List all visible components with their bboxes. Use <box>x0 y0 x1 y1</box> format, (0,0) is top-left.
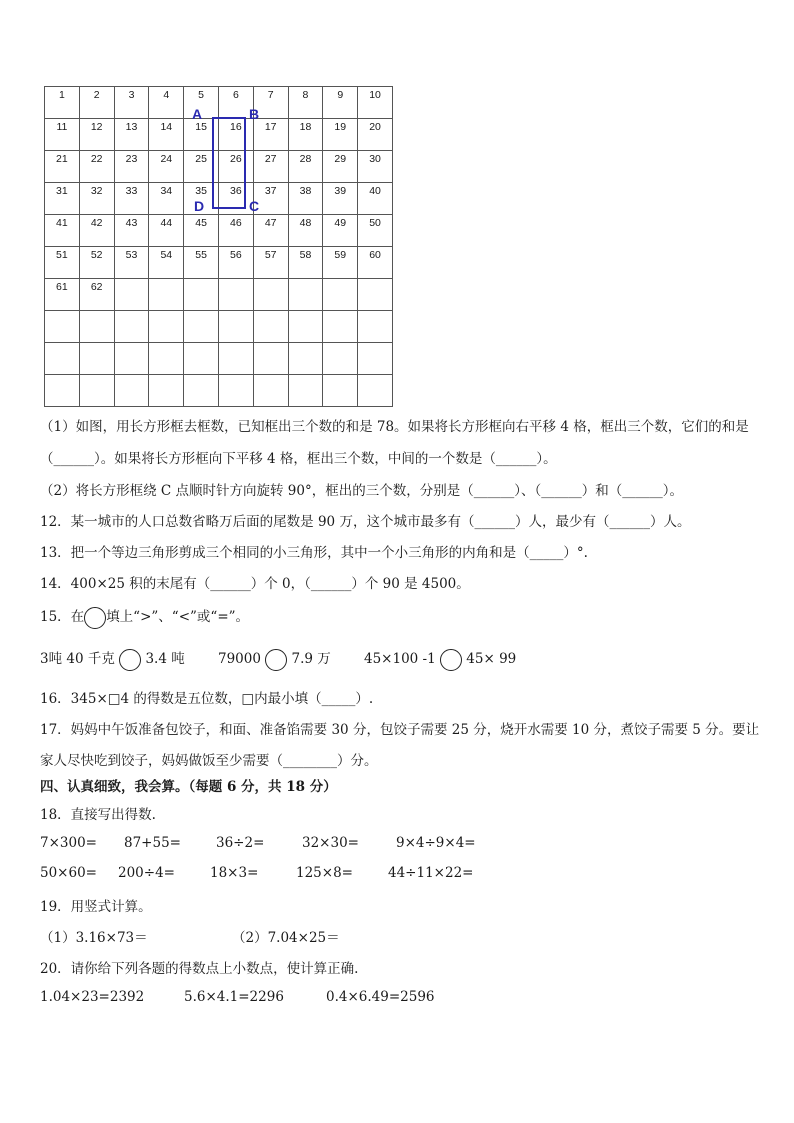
grid-cell <box>358 343 393 375</box>
grid-cell: 58 <box>288 247 323 279</box>
grid-cell <box>323 279 358 311</box>
decimal-item: 5.6×4.1=2296 <box>184 989 284 1005</box>
grid-cell: 25 <box>184 151 219 183</box>
grid-cell <box>45 375 80 407</box>
grid-cell <box>79 375 114 407</box>
grid-cell: 8 <box>288 87 323 119</box>
grid-cell: 56 <box>218 247 253 279</box>
grid-row <box>45 343 393 375</box>
corner-label-b: B <box>249 106 260 122</box>
q11-part2: （2）将长方形框绕 C 点顺时针方向旋转 90°，框出的三个数，分别是（______）、（______）和（______）。 <box>40 483 683 499</box>
grid-cell <box>218 343 253 375</box>
comparison-item <box>364 646 516 672</box>
grid-cell: 40 <box>358 183 393 215</box>
grid-cell <box>149 311 184 343</box>
grid-cell: 15 <box>184 119 219 151</box>
grid-cell: 33 <box>114 183 149 215</box>
grid-cell: 29 <box>323 151 358 183</box>
grid-cell <box>323 343 358 375</box>
decimal-item: 0.4×6.49=2596 <box>326 989 435 1005</box>
grid-cell <box>114 279 149 311</box>
grid-cell: 31 <box>45 183 80 215</box>
grid-cell <box>323 375 358 407</box>
vertical-calc-item: （1）3.16×73＝ <box>40 930 148 946</box>
grid-cell: 6 <box>218 87 253 119</box>
grid-cell <box>358 279 393 311</box>
corner-label-d: D <box>194 198 205 214</box>
grid-cell <box>358 311 393 343</box>
grid-cell: 11 <box>45 119 80 151</box>
calc-item: 125×8= <box>296 865 353 881</box>
comparison-item <box>218 646 331 672</box>
grid-cell: 19 <box>323 119 358 151</box>
grid-cell: 38 <box>288 183 323 215</box>
comparison-item <box>40 646 185 672</box>
q17-line1: 17．妈妈中午饭准备包饺子，和面、准备馅需要 30 分，包饺子需要 25 分，烧开水需要 10 分，煮饺子需要 5 分。要让 <box>40 722 760 738</box>
grid-cell <box>184 311 219 343</box>
grid-cell: 59 <box>323 247 358 279</box>
grid-cell <box>288 375 323 407</box>
rectangle-frame <box>212 117 246 209</box>
grid-cell <box>253 343 288 375</box>
grid-cell: 53 <box>114 247 149 279</box>
grid-cell: 44 <box>149 215 184 247</box>
comparison-left: 3吨 40 千克 <box>40 651 115 667</box>
number-grid <box>44 86 382 396</box>
grid-cell: 62 <box>79 279 114 311</box>
grid-cell <box>79 343 114 375</box>
grid-cell <box>149 279 184 311</box>
comparison-right: 3.4 吨 <box>145 651 185 667</box>
q15-suffix: 填上“>”、“<”或“=”。 <box>106 609 250 625</box>
grid-row <box>45 247 393 279</box>
question-14: 14．400×25 积的末尾有（______）个 0，（______）个 90 是 4500。 <box>40 576 470 592</box>
calc-item: 36÷2= <box>216 835 265 851</box>
grid-cell: 21 <box>45 151 80 183</box>
grid-row <box>45 279 393 311</box>
grid-cell <box>45 311 80 343</box>
grid-cell: 35 <box>184 183 219 215</box>
grid-cell: 37 <box>253 183 288 215</box>
grid-cell: 26 <box>218 151 253 183</box>
q11-part1-line1: （1）如图，用长方形框去框数，已知框出三个数的和是 78。如果将长方形框向右平移 4 格，框出三个数，它们的和是 <box>40 419 749 435</box>
grid-cell: 23 <box>114 151 149 183</box>
grid-cell: 32 <box>79 183 114 215</box>
calc-item: 44÷11×22= <box>388 865 474 881</box>
corner-label-c: C <box>249 198 260 214</box>
grid-cell <box>45 343 80 375</box>
q19-title: 19．用竖式计算。 <box>40 899 152 915</box>
comparison-right: 45× 99 <box>466 651 517 667</box>
q17-line2: 家人尽快吃到饺子，妈妈做饭至少需要（________）分。 <box>40 753 378 769</box>
grid-cell <box>288 279 323 311</box>
grid-cell <box>79 311 114 343</box>
question-12: 12．某一城市的人口总数省略万后面的尾数是 90 万，这个城市最多有（______）人，最少有（______）人。 <box>40 514 691 530</box>
grid-cell: 52 <box>79 247 114 279</box>
grid-cell: 49 <box>323 215 358 247</box>
grid-cell <box>184 375 219 407</box>
grid-row <box>45 87 393 119</box>
grid-cell: 57 <box>253 247 288 279</box>
section-4-heading: 四、认真细致，我会算。（每题 6 分，共 18 分） <box>40 779 337 795</box>
grid-cell: 47 <box>253 215 288 247</box>
comparison-circle-icon <box>84 607 106 629</box>
grid-row <box>45 215 393 247</box>
comparison-left: 45×100 -1 <box>364 651 436 667</box>
grid-cell <box>253 311 288 343</box>
grid-cell: 24 <box>149 151 184 183</box>
grid-cell: 48 <box>288 215 323 247</box>
question-13: 13．把一个等边三角形剪成三个相同的小三角形，其中一个小三角形的内角和是（_____）°. <box>40 545 588 561</box>
grid-cell: 39 <box>323 183 358 215</box>
grid-cell: 34 <box>149 183 184 215</box>
comparison-right: 7.9 万 <box>291 651 331 667</box>
comparison-left: 79000 <box>218 651 261 667</box>
grid-cell: 46 <box>218 215 253 247</box>
grid-cell: 54 <box>149 247 184 279</box>
grid-cell: 20 <box>358 119 393 151</box>
grid-cell <box>288 343 323 375</box>
grid-cell: 51 <box>45 247 80 279</box>
grid-cell: 55 <box>184 247 219 279</box>
grid-cell: 28 <box>288 151 323 183</box>
grid-cell <box>149 375 184 407</box>
grid-cell <box>114 375 149 407</box>
grid-cell: 42 <box>79 215 114 247</box>
grid-cell <box>114 343 149 375</box>
grid-cell: 4 <box>149 87 184 119</box>
grid-cell <box>323 311 358 343</box>
grid-cell <box>288 311 323 343</box>
answer-circle-icon[interactable] <box>119 649 141 671</box>
calc-item: 50×60= <box>40 865 97 881</box>
grid-cell: 12 <box>79 119 114 151</box>
calc-item: 9×4÷9×4= <box>396 835 476 851</box>
grid-cell: 17 <box>253 119 288 151</box>
vertical-calc-item: （2）7.04×25＝ <box>232 930 340 946</box>
answer-circle-icon[interactable] <box>440 649 462 671</box>
calc-item: 32×30= <box>302 835 359 851</box>
q11-part1-line2: （______）。如果将长方形框向下平移 4 格，框出三个数，中间的一个数是（______）。 <box>40 451 557 467</box>
q20-title: 20．请你给下列各题的得数点上小数点，使计算正确. <box>40 961 359 977</box>
grid-cell: 45 <box>184 215 219 247</box>
grid-cell: 22 <box>79 151 114 183</box>
grid-cell: 14 <box>149 119 184 151</box>
grid-cell: 9 <box>323 87 358 119</box>
grid-cell: 13 <box>114 119 149 151</box>
grid-cell: 50 <box>358 215 393 247</box>
corner-label-a: A <box>192 106 203 122</box>
grid-cell: 18 <box>288 119 323 151</box>
grid-cell <box>149 343 184 375</box>
calc-item: 200÷4= <box>118 865 175 881</box>
grid-cell: 5 <box>184 87 219 119</box>
grid-cell: 36 <box>218 183 253 215</box>
grid-cell <box>184 343 219 375</box>
q15-prefix: 15．在 <box>40 609 85 625</box>
grid-cell: 10 <box>358 87 393 119</box>
grid-cell <box>114 311 149 343</box>
grid-cell: 43 <box>114 215 149 247</box>
grid-cell: 30 <box>358 151 393 183</box>
grid-cell: 61 <box>45 279 80 311</box>
answer-circle-icon[interactable] <box>265 649 287 671</box>
grid-row <box>45 375 393 407</box>
grid-cell: 27 <box>253 151 288 183</box>
calc-item: 87+55= <box>124 835 181 851</box>
calc-item: 18×3= <box>210 865 259 881</box>
grid-cell: 1 <box>45 87 80 119</box>
grid-cell <box>253 375 288 407</box>
grid-row <box>45 311 393 343</box>
grid-cell: 16 <box>218 119 253 151</box>
grid-cell <box>218 375 253 407</box>
decimal-item: 1.04×23=2392 <box>40 989 145 1005</box>
grid-cell <box>218 311 253 343</box>
grid-cell: 3 <box>114 87 149 119</box>
question-16: 16．345×□4 的得数是五位数，□内最小填（_____）. <box>40 691 374 707</box>
grid-cell: 60 <box>358 247 393 279</box>
calc-item: 7×300= <box>40 835 97 851</box>
grid-cell: 41 <box>45 215 80 247</box>
grid-cell <box>218 279 253 311</box>
grid-cell: 7 <box>253 87 288 119</box>
grid-cell: 2 <box>79 87 114 119</box>
grid-cell <box>253 279 288 311</box>
question-15-header <box>40 604 249 630</box>
q18-title: 18．直接写出得数. <box>40 807 156 823</box>
grid-cell <box>184 279 219 311</box>
grid-cell <box>358 375 393 407</box>
